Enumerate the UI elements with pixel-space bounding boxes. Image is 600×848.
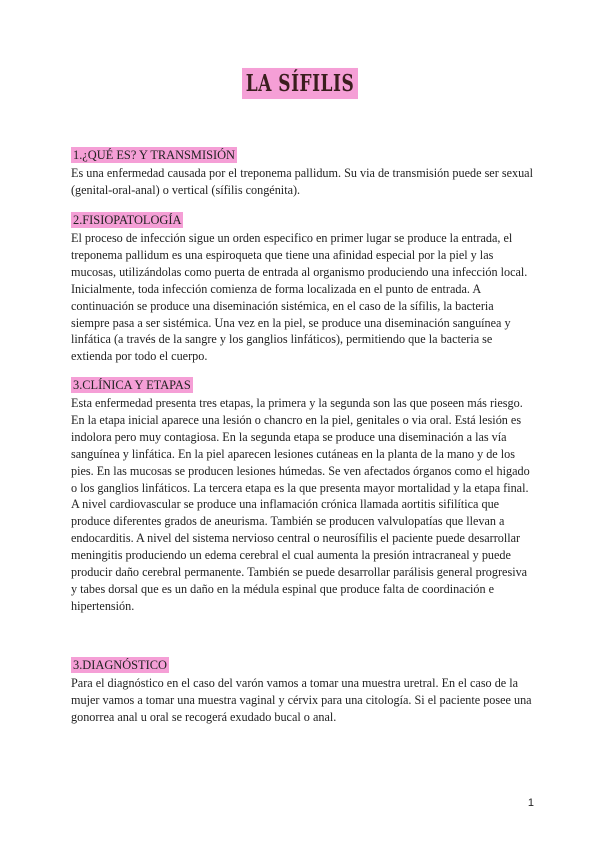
section-body: Es una enfermedad causada por el treponema pallidum. Su via de transmisión puede ser sexual (genital-oral-anal) o vertical (sífilis congénita). [71,166,533,197]
section-fisiopatologia [71,211,533,365]
section-diagnostico [71,656,533,726]
section-transmision [71,146,533,199]
page-number: 1 [527,797,534,809]
title-container [0,70,600,98]
section-clinica-etapas [71,376,533,615]
section-body: Para el diagnóstico en el caso del varón vamos a tomar una muestra uretral. En el caso de la mujer vamos a tomar una muestra vaginal y cérvix para una citología. Si el paciente posee una gonorrea anal u oral se recogerá exudado bucal o anal. [71,676,532,724]
section-heading: 2.FISIOPATOLOGÍA [73,213,182,227]
section-heading: 3.CLÍNICA Y ETAPAS [73,378,191,392]
document-title: LA SÍFILIS [242,68,359,99]
section-heading: 3.DIAGNÓSTICO [73,658,167,672]
section-body: Esta enfermedad presenta tres etapas, la primera y la segunda son las que poseen más riesgo. En la etapa inicial aparece una lesión o chancro en la piel, genitales o via oral. Está lesión es indolora pero muy contagiosa. En la segunda etapa se produce una diseminación a las vía sanguínea y linfática. En la piel aparecen lesiones cutáneas en la planta de la mano y de los pies. En las mucosas se producen lesiones húmedas. Se ven afectados órganos como el higado o los ganglios linfáticos. La tercera etapa es la que presenta mayor mortalidad y la etapa final. A nivel cardiovascular se produce una inflamación crónica llamada aortitis sifilítica que produce diferentes grados de aneurisma. También se producen valvulopatías que llevan a endocarditis. A nivel del sistema nervioso central o neurosífilis el paciente puede desarrollar meningitis produciendo un edema cerebral el cual aumenta la presión intracraneal y puede producir daño cerebral permanente. También se puede desarrollar parálisis general progresiva y tabes dorsal que es un daño en la médula espinal que produce falta de coordinación e hipertensión. [71,396,530,613]
section-body: El proceso de infección sigue un orden especifico en primer lugar se produce la entrada, el treponema pallidum es una espiroqueta que tiene una afinidad especial por la piel y las mucosas, utilizándolas como puerta de entrada al organismo produciendo una infección local. Inicialmente, toda infección comienza de forma localizada en el punto de entrada. A continuación se produce una diseminación sistémica, en el caso de la sífilis, la bacteria siempre pasa a ser sistémica. Una vez en la piel, se produce una diseminación sanguínea y linfática (a través de la sangre y los ganglios linfáticos), permitiendo que la bacteria se extienda por todo el cuerpo. [71,231,528,364]
section-heading: 1.¿QUÉ ES? Y TRANSMISIÓN [73,148,235,162]
